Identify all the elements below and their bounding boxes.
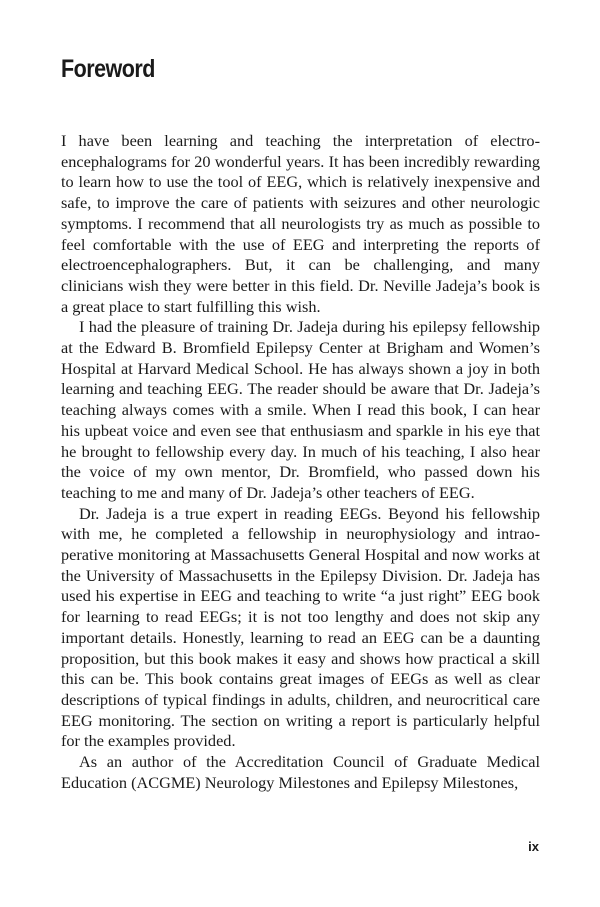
paragraph-1: I have been learning and teaching the interpretation of electroencephalograms for 20 wonderful years. It has been incredibly rewarding to learn how to use the tool of EEG, which is relatively inexpensive and safe, to improve the care of patients with seizures and other neurologic symptoms. I recommend that all neurologists try as much as possible to feel comfortable with the use of EEG and interpreting the reports of electroencephalographers. But, it can be challenging, and many clinicians wish they were better in this field. Dr. Neville Jadeja’s book is a great place to start fulfilling this wish. bbox=[61, 131, 540, 316]
foreword-body bbox=[61, 131, 540, 794]
page-number: ix bbox=[528, 839, 539, 854]
paragraph-4: As an author of the Accreditation Council of Graduate Medical Education (ACGME) Neurology Milestones and Epilepsy Milestones, bbox=[61, 752, 540, 792]
paragraph-3: Dr. Jadeja is a true expert in reading EEGs. Beyond his fellowship with me, he completed a fellowship in neurophysiology and intraoperative monitoring at Massachusetts General Hospital and now works at the University of Massachusetts in the Epilepsy Division. Dr. Jadeja has used his expertise in EEG and teaching to write “a just right” EEG book for learning to read EEGs; it is not too lengthy and does not skip any important details. Honestly, learning to read an EEG can be a daunting proposition, but this book makes it easy and shows how practical a skill this can be. This book contains great images of EEGs as well as clear descriptions of typical findings in adults, children, and neurocritical care EEG monitoring. The section on writing a report is particularly helpful for the examples provided. bbox=[61, 503, 540, 751]
page-title: Foreword bbox=[61, 55, 155, 83]
paragraph-2: I had the pleasure of training Dr. Jadeja during his epilepsy fellowship at the Edward B. Bromfield Epilepsy Center at Brigham and Women’s Hospital at Harvard Medical School. He has always shown a joy in both learning and teaching EEG. The reader should be aware that Dr. Jadeja’s teaching always comes with a smile. When I read this book, I can hear his upbeat voice and even see that enthusiasm and sparkle in his eye that he brought to fellowship every day. In much of his teaching, I also hear the voice of my own mentor, Dr. Bromfield, who passed down his teaching to me and many of Dr. Jadeja’s other teachers of EEG. bbox=[61, 317, 540, 502]
